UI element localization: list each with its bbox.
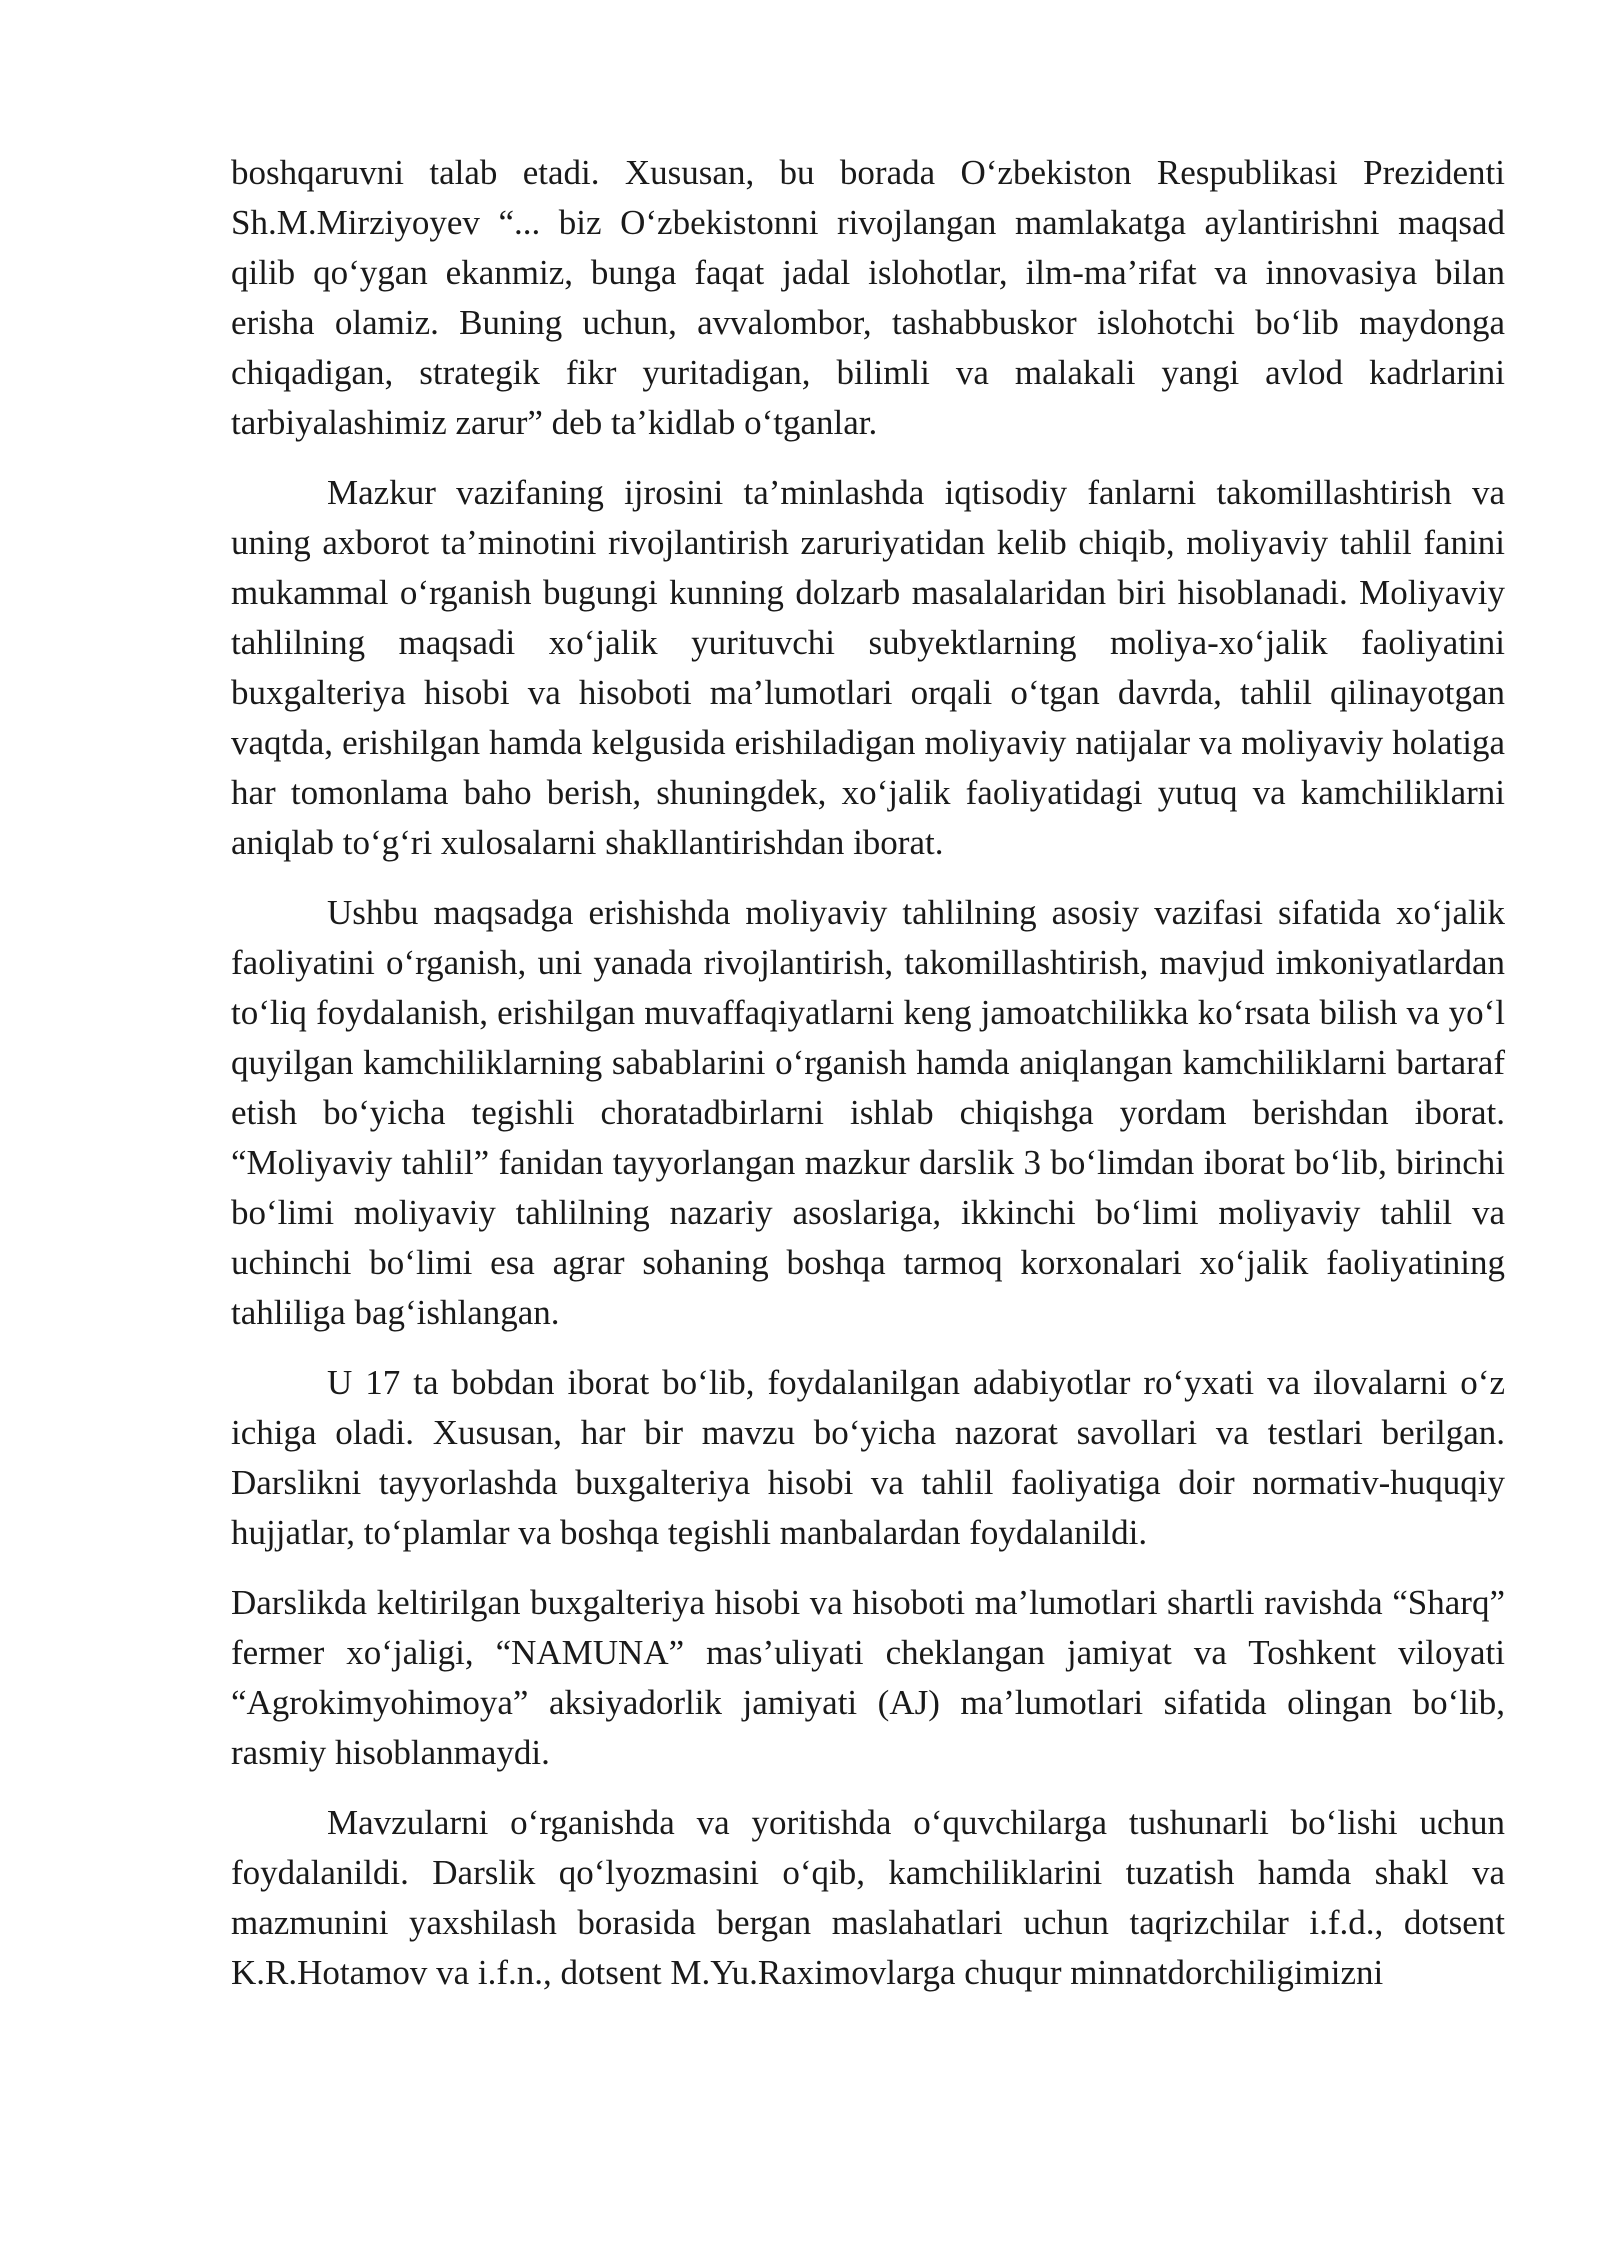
paragraph-1: boshqaruvni talab etadi. Xususan, bu borada O‘zbekiston Respublikasi Prezidenti Sh.M.Mirziyoyev “... biz O‘zbekistonni rivojlangan mamlakatga aylantirishni maqsad qilib qo‘ygan ekanmiz, bunga faqat jadal islohotlar, ilm-ma’rifat va innovasiya bilan erisha olamiz. Buning uchun, avvalombor, tashabbuskor islohotchi bo‘lib maydonga chiqadigan, strategik fikr yuritadigan, bilimli va malakali yangi avlod kadrlarini tarbiyalashimiz zarur” deb ta’kidlab o‘tganlar. <box>231 153 1505 442</box>
paragraph-3: Ushbu maqsadga erishishda moliyaviy tahlilning asosiy vazifasi sifatida xo‘jalik faoliyatini o‘rganish, uni yanada rivojlantirish, takomillashtirish, mavjud imkoniyatlardan to‘liq foydalanish, erishilgan muvaffaqiyatlarni keng jamoatchilikka ko‘rsata bilish va yo‘l quyilgan kamchiliklarning sabablarini o‘rganish hamda aniqlangan kamchiliklarni bartaraf etish bo‘yicha tegishli choratadbirlarni ishlab chiqishga yordam berishdan iborat. “Moliyaviy tahlil” fanidan tayyorlangan mazkur darslik 3 bo‘limdan iborat bo‘lib, birinchi bo‘limi moliyaviy tahlilning nazariy asoslariga, ikkinchi bo‘limi moliyaviy tahlil va uchinchi bo‘limi esa agrar sohaning boshqa tarmoq korxonalari xo‘jalik faoliyatining tahliliga bag‘ishlangan. <box>231 893 1505 1332</box>
paragraph-5: Darslikda keltirilgan buxgalteriya hisobi va hisoboti ma’lumotlari shartli ravishda “Sharq” fermer xo‘jaligi, “NAMUNA” mas’uliyati cheklangan jamiyat va Toshkent viloyati “Agrokimyohimoya” aksiyadorlik jamiyati (AJ) ma’lumotlari sifatida olingan bo‘lib, rasmiy hisoblanmaydi. <box>231 1583 1505 1772</box>
paragraph-6: Mavzularni o‘rganishda va yoritishda o‘quvchilarga tushunarli bo‘lishi uchun foydalanildi. Darslik qo‘lyozmasini o‘qib, kamchiliklarini tuzatish hamda shakl va mazmunini yaxshilash borasida bergan maslahatlari uchun taqrizchilar i.f.d., dotsent K.R.Hotamov va i.f.n., dotsent M.Yu.Raximovlarga chuqur minnatdorchiligimizni <box>231 1803 1505 1992</box>
paragraph-2: Mazkur vazifaning ijrosini ta’minlashda iqtisodiy fanlarni takomillashtirish va uning axborot ta’minotini rivojlantirish zaruriyatidan kelib chiqib, moliyaviy tahlil fanini mukammal o‘rganish bugungi kunning dolzarb masalalaridan biri hisoblanadi. Moliyaviy tahlilning maqsadi xo‘jalik yurituvchi subyektlarning moliya-xo‘jalik faoliyatini buxgalteriya hisobi va hisoboti ma’lumotlari orqali o‘tgan davrda, tahlil qilinayotgan vaqtda, erishilgan hamda kelgusida erishiladigan moliyaviy natijalar va moliyaviy holatiga har tomonlama baho berish, shuningdek, xo‘jalik faoliyatidagi yutuq va kamchiliklarni aniqlab to‘g‘ri xulosalarni shakllantirishdan iborat. <box>231 473 1505 862</box>
paragraph-4: U 17 ta bobdan iborat bo‘lib, foydalanilgan adabiyotlar ro‘yxati va ilovalarni o‘z ichiga oladi. Xususan, har bir mavzu bo‘yicha nazorat savollari va testlari berilgan. Darslikni tayyorlashda buxgalteriya hisobi va tahlil faoliyatiga doir normativ-huquqiy hujjatlar, to‘plamlar va boshqa tegishli manbalardan foydalanildi. <box>231 1363 1505 1552</box>
